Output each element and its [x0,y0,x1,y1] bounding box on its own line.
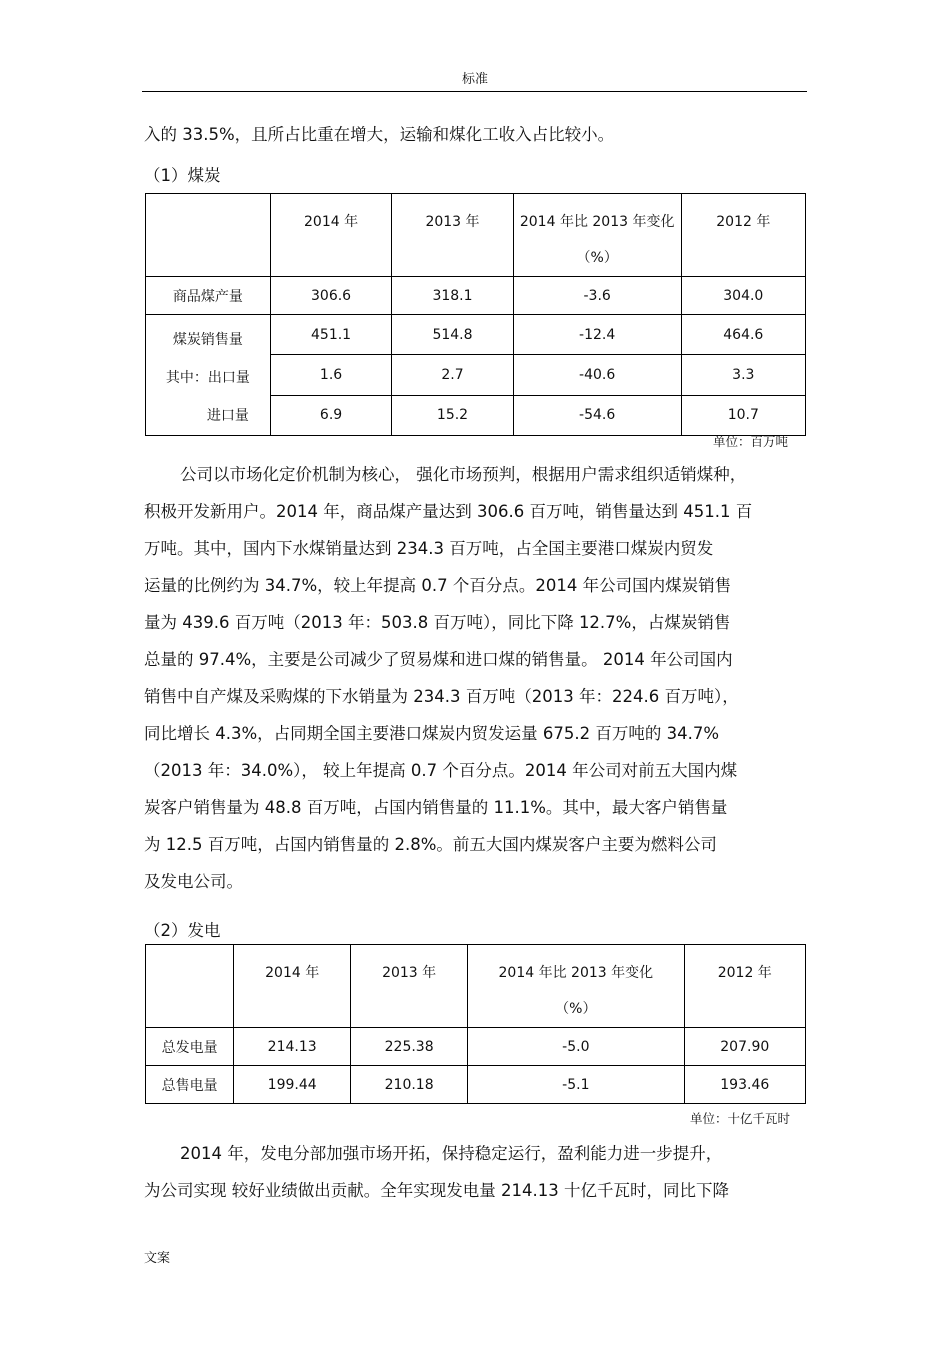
table-cell: 214.13 [234,1028,351,1066]
table-cell: 6.9 [270,395,391,435]
power-col-header: 2013 年 [351,945,468,1028]
coal-paragraph [144,456,808,900]
paragraph-line: 同比增长 4.3%，占同期全国主要港口煤炭内贸发运量 675.2 百万吨的 34.7% [144,724,720,743]
table-cell: 464.6 [681,315,805,355]
table-cell: 207.90 [684,1028,805,1066]
table-cell: -54.6 [513,395,681,435]
row-label: 总发电量 [146,1028,234,1066]
table-cell: 15.2 [392,395,513,435]
paragraph-line: 为 12.5 百万吨，占国内销售量的 2.8%。前五大国内煤炭客户主要为燃料公司 [144,835,717,854]
paragraph-line: 量为 439.6 百万吨（2013 年：503.8 百万吨），同比下降 12.7%，占煤炭销售 [144,613,731,632]
paragraph-line: 2014 年，发电分部加强市场开拓，保持稳定运行，盈利能力进一步提升， [180,1144,723,1163]
coal-header-row [146,194,806,277]
table-cell: 1.6 [270,355,391,395]
table-cell: 210.18 [351,1066,468,1104]
header-rule [142,91,807,92]
table-cell: 514.8 [392,315,513,355]
paragraph-line: 运量的比例约为 34.7%，较上年提高 0.7 个百分点。2014 年公司国内煤炭销售 [144,576,732,595]
row-label: 商品煤产量 [146,277,271,315]
intro-line: 入的 33.5%，且所占比重在增大，运输和煤化工收入占比较小。 [144,125,615,144]
paragraph-line: 及发电公司。 [144,872,243,891]
coal-col-header: 2014 年 [270,194,391,277]
page-footer: 文案 [144,1251,171,1266]
table-row [146,1066,806,1104]
power-col-header: 2012 年 [684,945,805,1028]
table-cell: -12.4 [513,315,681,355]
page-header: 标准 [461,72,488,87]
power-col-header: 2014 年 [234,945,351,1028]
paragraph-line: 万吨。其中，国内下水煤销量达到 234.3 百万吨，占全国主要港口煤炭内贸发 [144,539,714,558]
row-label: 其中：出口量 [165,370,250,386]
power-unit-note: 单位：十亿千瓦时 [690,1111,791,1126]
paragraph-line: 总量的 97.4%，主要是公司减少了贸易煤和进口煤的销售量。 2014 年公司国内 [144,650,733,669]
paragraph-line: 炭客户销售量为 48.8 百万吨，占国内销售量的 11.1%。其中，最大客户销售量 [144,798,728,817]
coal-col-header: 2014 年比 2013 年变化（%） [513,194,681,277]
table-cell: 3.3 [681,355,805,395]
intro-paragraph [144,116,808,153]
paragraph-line: （2013 年：34.0%）， 较上年提高 0.7 个百分点。2014 年公司对前五大国内煤 [144,761,738,780]
table-cell: 451.1 [270,315,391,355]
coal-corner-cell [146,194,271,277]
table-row [146,277,806,315]
table-cell: 306.6 [270,277,391,315]
table-cell: -3.6 [513,277,681,315]
paragraph-line: 积极开发新用户。2014 年，商品煤产量达到 306.6 百万吨，销售量达到 451.1 百 [144,502,753,521]
power-table [145,944,806,1104]
power-paragraph [144,1135,808,1209]
power-corner-cell [146,945,234,1028]
table-cell: -5.0 [468,1028,684,1066]
power-col-header: 2014 年比 2013 年变化（%） [468,945,684,1028]
table-cell: 193.46 [684,1066,805,1104]
row-label: 总售电量 [146,1066,234,1104]
row-label: 煤炭销售量 [172,332,243,348]
paragraph-line: 销售中自产煤及采购煤的下水销量为 234.3 百万吨（2013 年：224.6 百万吨）， [144,687,739,706]
table-cell: 2.7 [392,355,513,395]
table-cell: -5.1 [468,1066,684,1104]
coal-col-header: 2012 年 [681,194,805,277]
table-cell: 318.1 [392,277,513,315]
table-cell: 199.44 [234,1066,351,1104]
table-cell: -40.6 [513,355,681,395]
table-cell: 10.7 [681,395,805,435]
power-section-title: （2）发电 [144,921,221,940]
paragraph-line: 公司以市场化定价机制为核心， 强化市场预判，根据用户需求组织适销煤种， [180,465,747,484]
paragraph-line: 为公司实现 较好业绩做出贡献。全年实现发电量 214.13 十亿千瓦时，同比下降 [144,1181,729,1200]
grouped-row-labels [146,315,271,436]
coal-section-title: （1）煤炭 [144,166,221,185]
power-header-row [146,945,806,1028]
table-row [146,315,806,355]
table-cell: 225.38 [351,1028,468,1066]
coal-table [145,193,806,436]
coal-col-header: 2013 年 [392,194,513,277]
row-label: 进口量 [206,408,249,424]
table-row [146,1028,806,1066]
table-cell: 304.0 [681,277,805,315]
coal-unit-note: 单位：百万吨 [713,434,789,449]
